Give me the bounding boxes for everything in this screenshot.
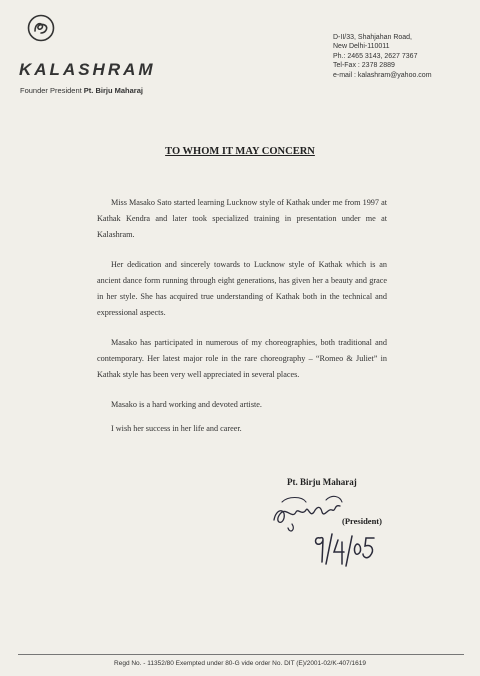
paragraph-3: Masako has participated in numerous of my choreographies, both traditional and contemporary. Her latest major role in the rare choreography – “Romeo & Juliet” in Kathak style has been very well appreciated in several places. [97,338,387,379]
address-line-2: New Delhi-110011 [333,43,390,51]
registration-footer: Regd No. - 11352/80 Exempted under 80-G vide order No. DIT (E)/2001-02/K-407/1619 [114,660,366,667]
address-line-1: D-II/33, Shahjahan Road, [333,34,412,41]
address-email: e-mail : kalashram@yahoo.com [333,71,432,79]
handwritten-date [316,534,375,566]
signatory-role: (President) [342,516,382,526]
kalashram-logo-icon [27,14,55,42]
footer-divider [18,654,464,655]
address-phone: Ph.: 2465 3143, 2627 7367 [333,52,418,60]
handwritten-signature [262,490,392,580]
address-telfax: Tel-Fax : 2378 2889 [333,62,395,70]
brand-name: KALASHRAM [19,60,156,79]
paragraph-4: Masako is a hard working and devoted artiste. [111,400,262,409]
paragraph-1: Miss Masako Sato started learning Lucknow style of Kathak under me from 1997 at Kathak Kendra and later took specialized training in presentation under me at Kalashram. [97,198,387,239]
document-title: TO WHOM IT MAY CONCERN [165,146,315,157]
address-block [333,33,432,80]
founder-line [20,86,143,95]
document-title-wrap [0,146,480,157]
paragraph-5: I wish her success in her life and career. [111,424,242,433]
paragraph-2: Her dedication and sincerely towards to Lucknow style of Kathak which is an ancient dance form running through eight generations, has given her a beauty and grace in her style. She has acquired true understanding of Kathak both in the technical and expressional aspects. [97,260,387,317]
founder-prefix: Founder President [20,86,82,95]
letter-body [97,195,387,451]
founder-name: Pt. Birju Maharaj [83,86,143,95]
signatory-name: Pt. Birju Maharaj [287,477,357,487]
